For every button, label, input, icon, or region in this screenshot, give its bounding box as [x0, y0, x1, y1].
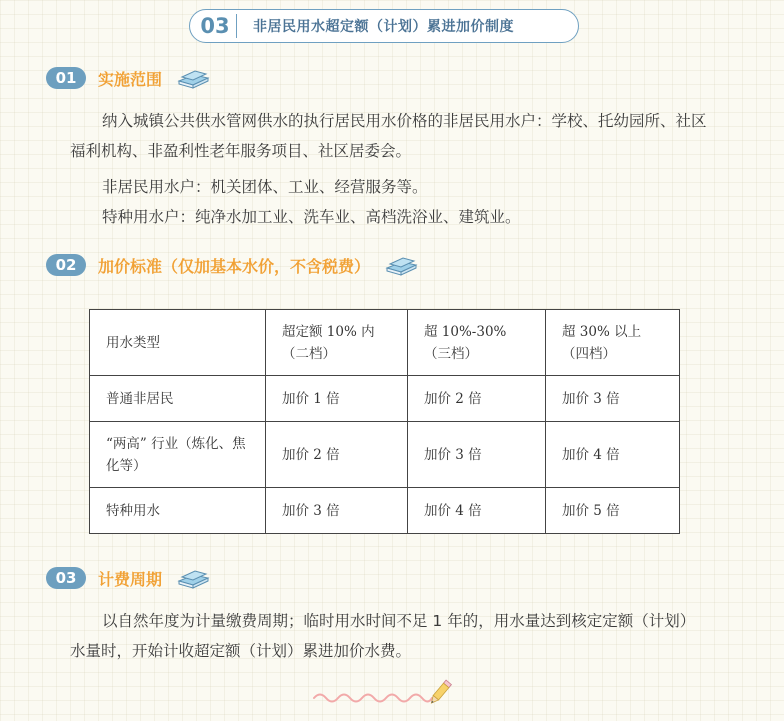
subsection-number: 02 [46, 254, 86, 276]
paragraph-scope-1: 纳入城镇公共供水管网供水的执行居民用水价格的非居民用水户：学校、托幼园所、社区福利机构、非盈利性老年服务项目、社区居委会。 [70, 112, 707, 160]
pencil-icon [426, 677, 454, 707]
section-title: 非居民用水超定额（计划）累进加价制度 [253, 19, 514, 35]
table-cell: 加价 3 倍 [408, 422, 546, 488]
table-cell: 加价 4 倍 [408, 488, 546, 534]
table-header-row [90, 310, 680, 376]
subsection-number: 03 [46, 567, 86, 589]
table-cell: 加价 3 倍 [266, 488, 408, 534]
table-cell: 加价 2 倍 [408, 376, 546, 422]
book-icon [384, 253, 418, 277]
table-cell: “两高” 行业（炼化、焦化等） [90, 422, 266, 488]
subsection-heading-scope [46, 66, 210, 90]
subsection-title: 计费周期 [98, 569, 163, 589]
book-icon [176, 66, 210, 90]
table-cell: 加价 3 倍 [546, 376, 680, 422]
table-row [90, 488, 680, 534]
table-header-cell: 超 10%-30%（三档） [408, 310, 546, 376]
table-row [90, 422, 680, 488]
paragraph-billing-cycle: 以自然年度为计量缴费周期；临时用水时间不足 1 年的，用水量达到核定定额（计划）水量时，开始计收超定额（计划）累进加价水费。 [70, 612, 696, 660]
table-cell: 加价 5 倍 [546, 488, 680, 534]
subsection-title: 实施范围 [98, 69, 163, 89]
subsection-title: 加价标准（仅加基本水价，不含税费） [98, 256, 371, 276]
table-cell: 加价 4 倍 [546, 422, 680, 488]
paragraph-scope-3: 特种用水户：纯净水加工业、洗车业、高档洗浴业、建筑业。 [102, 208, 521, 226]
table-header-cell: 超定额 10% 内（二档） [266, 310, 408, 376]
paragraph-scope-2: 非居民用水户：机关团体、工业、经营服务等。 [102, 178, 428, 196]
table-header-cell: 超 30% 以上（四档） [546, 310, 680, 376]
table-cell: 特种用水 [90, 488, 266, 534]
subsection-heading-standard [46, 253, 418, 277]
table-cell: 加价 2 倍 [266, 422, 408, 488]
table-cell: 普通非居民 [90, 376, 266, 422]
section-title-banner [189, 9, 579, 43]
price-markup-table [89, 309, 680, 534]
table-cell: 加价 1 倍 [266, 376, 408, 422]
table-header-cell: 用水类型 [90, 310, 266, 376]
subsection-number: 01 [46, 67, 86, 89]
section-number: 03 [194, 14, 237, 38]
book-icon [176, 566, 210, 590]
subsection-heading-billing-cycle [46, 566, 210, 590]
table-row [90, 376, 680, 422]
wave-decoration [312, 690, 434, 706]
